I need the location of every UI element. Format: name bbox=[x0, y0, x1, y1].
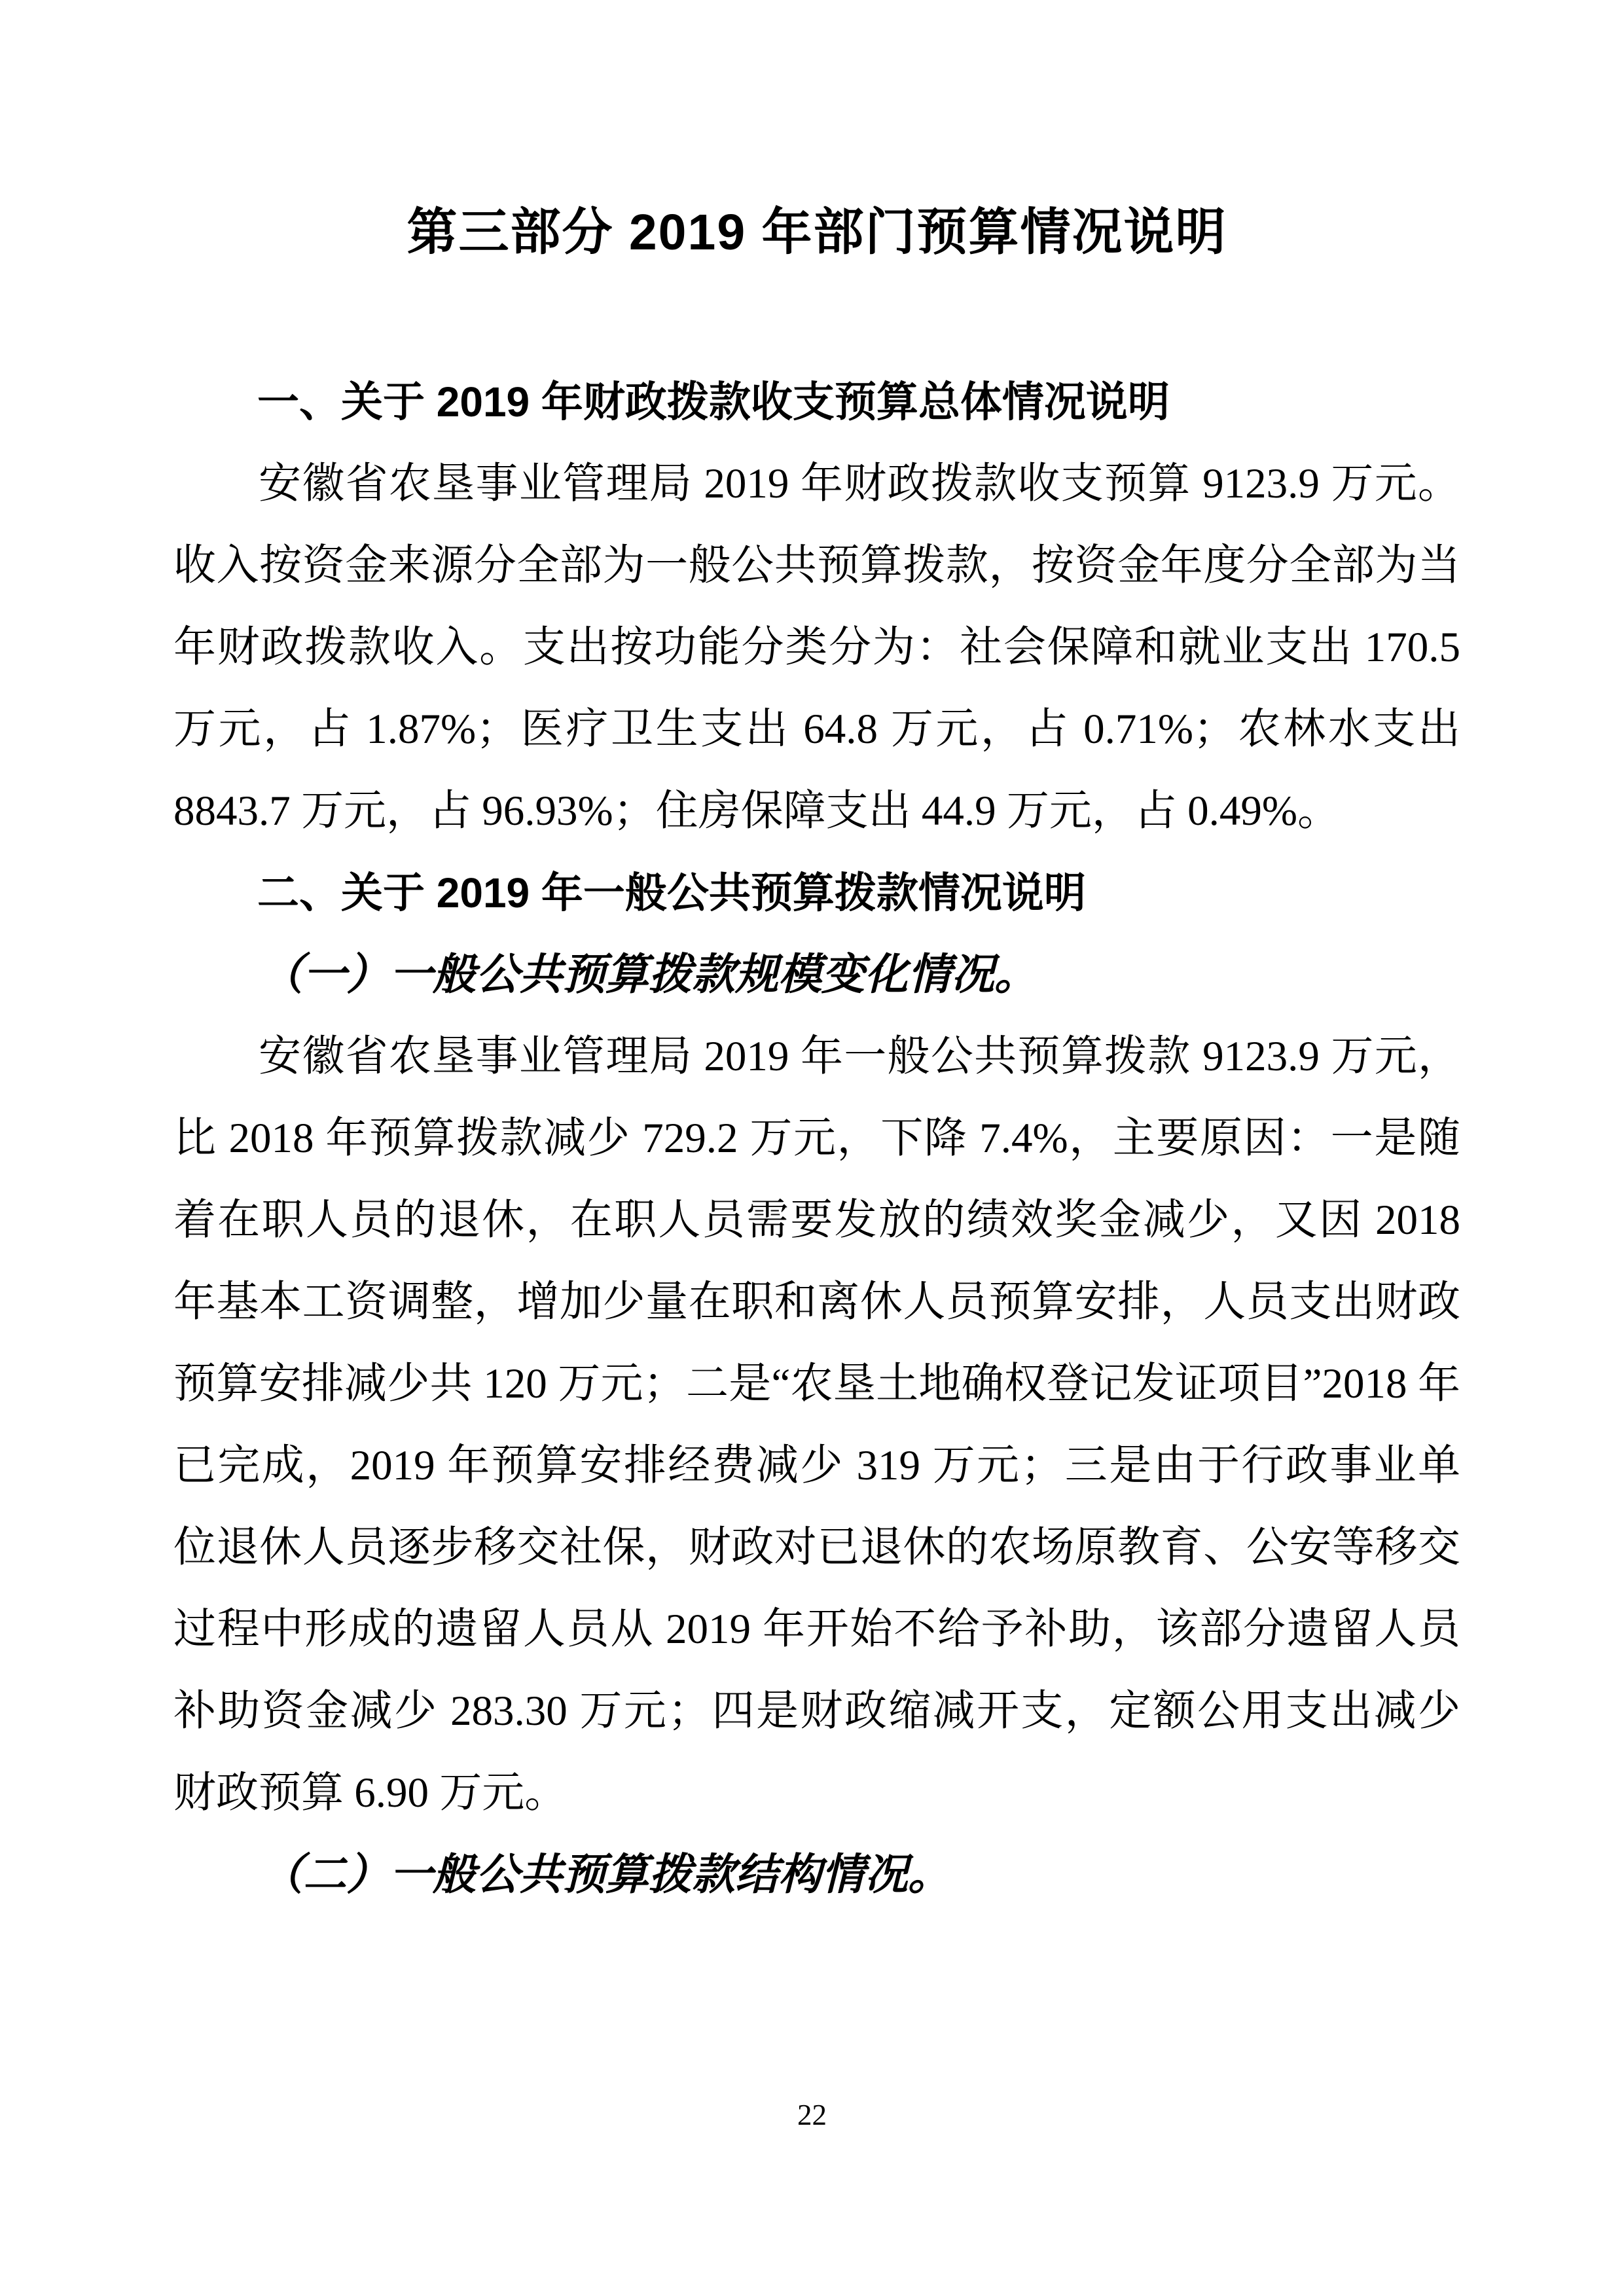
document-body bbox=[173, 361, 1460, 1916]
page-number: 22 bbox=[797, 2099, 827, 2131]
subsection-2-1-paragraph-1: 安徽省农垦事业管理局 2019 年一般公共预算拨款 9123.9 万元，比 2018 年预算拨款减少 729.2 万元，下降 7.4%，主要原因：一是随着在职人员的退休，在职人员需要发放的绩效奖金减少，又因 2018 年基本工资调整，增加少量在职和离休人员预算安排，人员支出财政预算安排减少共 120 万元；二是“农垦土地确权登记发证项目”2018 年已完成，2019 年预算安排经费减少 319 万元；三是由于行政事业单位退休人员逐步移交社保，财政对已退休的农场原教育、公安等移交过程中形成的遗留人员从 2019 年开始不给予补助，该部分遗留人员补助资金减少 283.30 万元；四是财政缩减开支，定额公用支出减少财政预算 6.90 万元。 bbox=[173, 1033, 1460, 1816]
section-2-heading: 二、关于 2019 年一般公共预算拨款情况说明 bbox=[257, 869, 1086, 916]
subsection-2-1-heading: （一）一般公共预算拨款规模变化情况。 bbox=[260, 951, 1038, 999]
subsection-2-2-heading: （二）一般公共预算拨款结构情况。 bbox=[260, 1851, 951, 1899]
section-1-paragraph-1: 安徽省农垦事业管理局 2019 年财政拨款收支预算 9123.9 万元。收入按资金来源分全部为一般公共预算拨款，按资金年度分全部为当年财政拨款收入。支出按功能分类分为：社会保障和就业支出 170.5 万元，占 1.87%；医疗卫生支出 64.8 万元，占 0.71%；农林水支出 8843.7 万元，占 96.93%；住房保障支出 44.9 万元，占 0.49%。 bbox=[173, 460, 1460, 835]
document-title: 第三部分 2019 年部门预算情况说明 bbox=[406, 204, 1227, 261]
section-1-heading: 一、关于 2019 年财政拨款收支预算总体情况说明 bbox=[257, 378, 1170, 425]
